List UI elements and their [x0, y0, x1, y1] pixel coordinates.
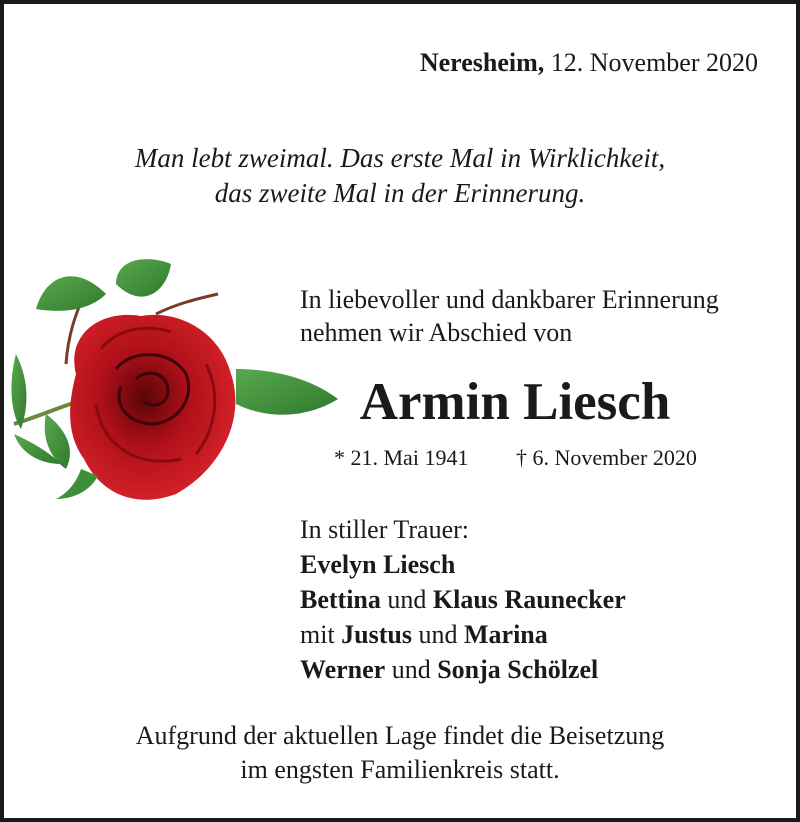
mourner-name: Marina — [464, 620, 548, 649]
note-line-2: im engsten Familienkreis statt. — [240, 755, 560, 784]
mourner-row — [300, 652, 626, 687]
place: Neresheim, — [419, 48, 545, 77]
red-rose-icon — [6, 254, 346, 519]
prefix-word: mit — [300, 620, 335, 649]
memorial-quote — [4, 141, 796, 211]
death-date: † 6. November 2020 — [516, 445, 697, 470]
joiner-word: und — [391, 655, 431, 684]
place-date — [420, 48, 758, 78]
publication-date: 12. November 2020 — [550, 48, 758, 77]
joiner-word: und — [387, 585, 427, 614]
mourner-name: Bettina — [300, 585, 381, 614]
note-line-1: Aufgrund der aktuellen Lage findet die Beisetzung — [135, 721, 665, 750]
burial-note — [4, 719, 796, 787]
mourner-name: Klaus Raunecker — [432, 585, 626, 614]
mourner-name: Sonja Schölzel — [437, 655, 599, 684]
mourner-name: Evelyn Liesch — [300, 550, 456, 579]
mourner-name: Justus — [341, 620, 412, 649]
mourners-list — [300, 512, 626, 687]
intro-line-2: nehmen wir Abschied von — [300, 318, 573, 347]
birth-date: * 21. Mai 1941 — [334, 445, 469, 470]
quote-line-1: Man lebt zweimal. Das erste Mal in Wirklichkeit, — [134, 143, 666, 173]
joiner-word: und — [418, 620, 458, 649]
intro-line-1: In liebevoller und dankbarer Erinnerung — [300, 285, 719, 314]
mourners-heading: In stiller Trauer: — [300, 515, 469, 544]
intro-text — [300, 283, 719, 349]
mourner-row — [300, 617, 626, 652]
mourner-row — [300, 547, 626, 582]
deceased-name: Armin Liesch — [359, 373, 671, 431]
mourner-row — [300, 582, 626, 617]
mourner-name: Werner — [300, 655, 386, 684]
quote-line-2: das zweite Mal in der Erinnerung. — [214, 178, 586, 208]
